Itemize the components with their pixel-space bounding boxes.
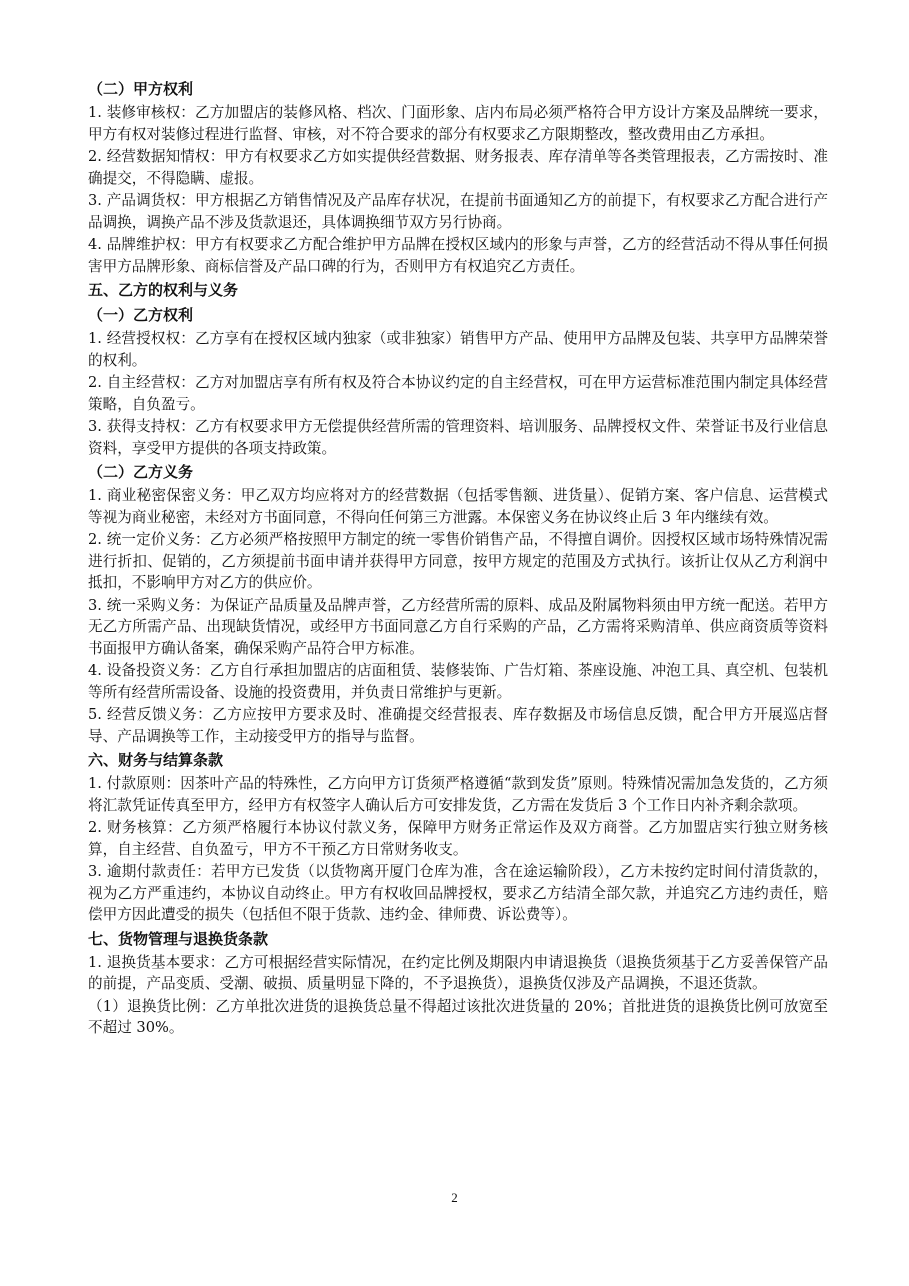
paragraph: 3. 获得支持权：乙方有权要求甲方无偿提供经营所需的管理资料、培训服务、品牌授权文件、荣誉证书及行业信息资料，享受甲方提供的各项支持政策。 xyxy=(88,418,828,457)
paragraph: 1. 付款原则：因茶叶产品的特殊性，乙方向甲方订货须严格遵循“款到发货”原则。特殊情况需加急发货的，乙方须将汇款凭证传真至甲方，经甲方有权签字人确认后方可安排发货，乙方需在发货后 3 个工作日内补齐剩余款项。 xyxy=(88,775,828,814)
section-heading: （一）乙方权利 xyxy=(88,306,194,324)
section-heading: 五、乙方的权利与义务 xyxy=(88,281,239,299)
paragraph: 5. 经营反馈义务：乙方应按甲方要求及时、准确提交经营报表、库存数据及市场信息反馈，配合甲方开展巡店督导、产品调换等工作，主动接受甲方的指导与监督。 xyxy=(88,706,828,745)
section-heading: （二）甲方权利 xyxy=(88,80,194,98)
paragraph: 4. 设备投资义务：乙方自行承担加盟店的店面租赁、装修装饰、广告灯箱、茶座设施、冲泡工具、真空机、包装机等所有经营所需设备、设施的投资费用，并负责日常维护与更新。 xyxy=(88,662,828,701)
paragraph: 4. 品牌维护权：甲方有权要求乙方配合维护甲方品牌在授权区域内的形象与声誉，乙方的经营活动不得从事任何损害甲方品牌形象、商标信誉及产品口碑的行为，否则甲方有权追究乙方责任。 xyxy=(88,236,828,275)
paragraph: 3. 产品调货权：甲方根据乙方销售情况及产品库存状况，在提前书面通知乙方的前提下，有权要求乙方配合进行产品调换，调换产品不涉及货款退还，具体调换细节双方另行协商。 xyxy=(88,192,828,231)
section-heading: 七、货物管理与退换货条款 xyxy=(88,929,269,948)
paragraph: 1. 装修审核权：乙方加盟店的装修风格、档次、门面形象、店内布局必须严格符合甲方设计方案及品牌统一要求，甲方有权对装修过程进行监督、审核，对不符合要求的部分有权要求乙方限期整改，整改费用由乙方承担。 xyxy=(88,104,828,143)
paragraph: 1. 经营授权权：乙方享有在授权区域内独家（或非独家）销售甲方产品、使用甲方品牌及包装、共享甲方品牌荣誉的权利。 xyxy=(88,330,828,369)
paragraph: 1. 商业秘密保密义务：甲乙双方均应将对方的经营数据（包括零售额、进货量）、促销方案、客户信息、运营模式等视为商业秘密，未经对方书面同意，不得向任何第三方泄露。本保密义务在协议终止后 3 年内继续有效。 xyxy=(88,487,828,526)
paragraph: 2. 统一定价义务：乙方必须严格按照甲方制定的统一零售价销售产品，不得擅自调价。因授权区域市场特殊情况需进行折扣、促销的，乙方须提前书面申请并获得甲方同意，按甲方规定的范围及方式执行。该折让仅从乙方利润中抵扣，不影响甲方对乙方的供应价。 xyxy=(88,531,828,591)
paragraph: 2. 经营数据知情权：甲方有权要求乙方如实提供经营数据、财务报表、库存清单等各类管理报表，乙方需按时、准确提交，不得隐瞒、虚报。 xyxy=(88,148,828,187)
paragraph: 2. 自主经营权：乙方对加盟店享有所有权及符合本协议约定的自主经营权，可在甲方运营标准范围内制定具体经营策略，自负盈亏。 xyxy=(88,374,828,413)
paragraph: 1. 退换货基本要求：乙方可根据经营实际情况，在约定比例及期限内申请退换货（退换货须基于乙方妥善保管产品的前提，产品变质、受潮、破损、质量明显下降的，不予退换货），退换货仅涉及产品调换，不退还货款。 xyxy=(88,953,828,992)
paragraph: 2. 财务核算：乙方须严格履行本协议付款义务，保障甲方财务正常运作及双方商誉。乙方加盟店实行独立财务核算，自主经营、自负盈亏，甲方不干预乙方日常财务收支。 xyxy=(88,819,828,858)
document-body xyxy=(88,76,828,1039)
paragraph: 3. 逾期付款责任：若甲方已发货（以货物离开厦门仓库为准，含在途运输阶段），乙方未按约定时间付清货款的，视为乙方严重违约，本协议自动终止。甲方有权收回品牌授权，要求乙方结清全部欠款，并追究乙方违约责任，赔偿甲方因此遭受的损失（包括但不限于货款、违约金、律师费、诉讼费等）。 xyxy=(88,863,828,923)
paragraph: （1）退换货比例：乙方单批次进货的退换货总量不得超过该批次进货量的 20%；首批进货的退换货比例可放宽至不超过 30%。 xyxy=(88,997,828,1036)
section-heading: 六、财务与结算条款 xyxy=(88,751,224,769)
section-heading: （二）乙方义务 xyxy=(88,463,194,481)
paragraph: 3. 统一采购义务：为保证产品质量及品牌声誉，乙方经营所需的原料、成品及附属物料须由甲方统一配送。若甲方无乙方所需产品、出现缺货情况，或经甲方书面同意乙方自行采购的产品，乙方需将采购清单、供应商资质等资料书面报甲方确认备案，确保采购产品符合甲方标准。 xyxy=(88,596,828,657)
page-number: 2 xyxy=(451,1190,458,1205)
